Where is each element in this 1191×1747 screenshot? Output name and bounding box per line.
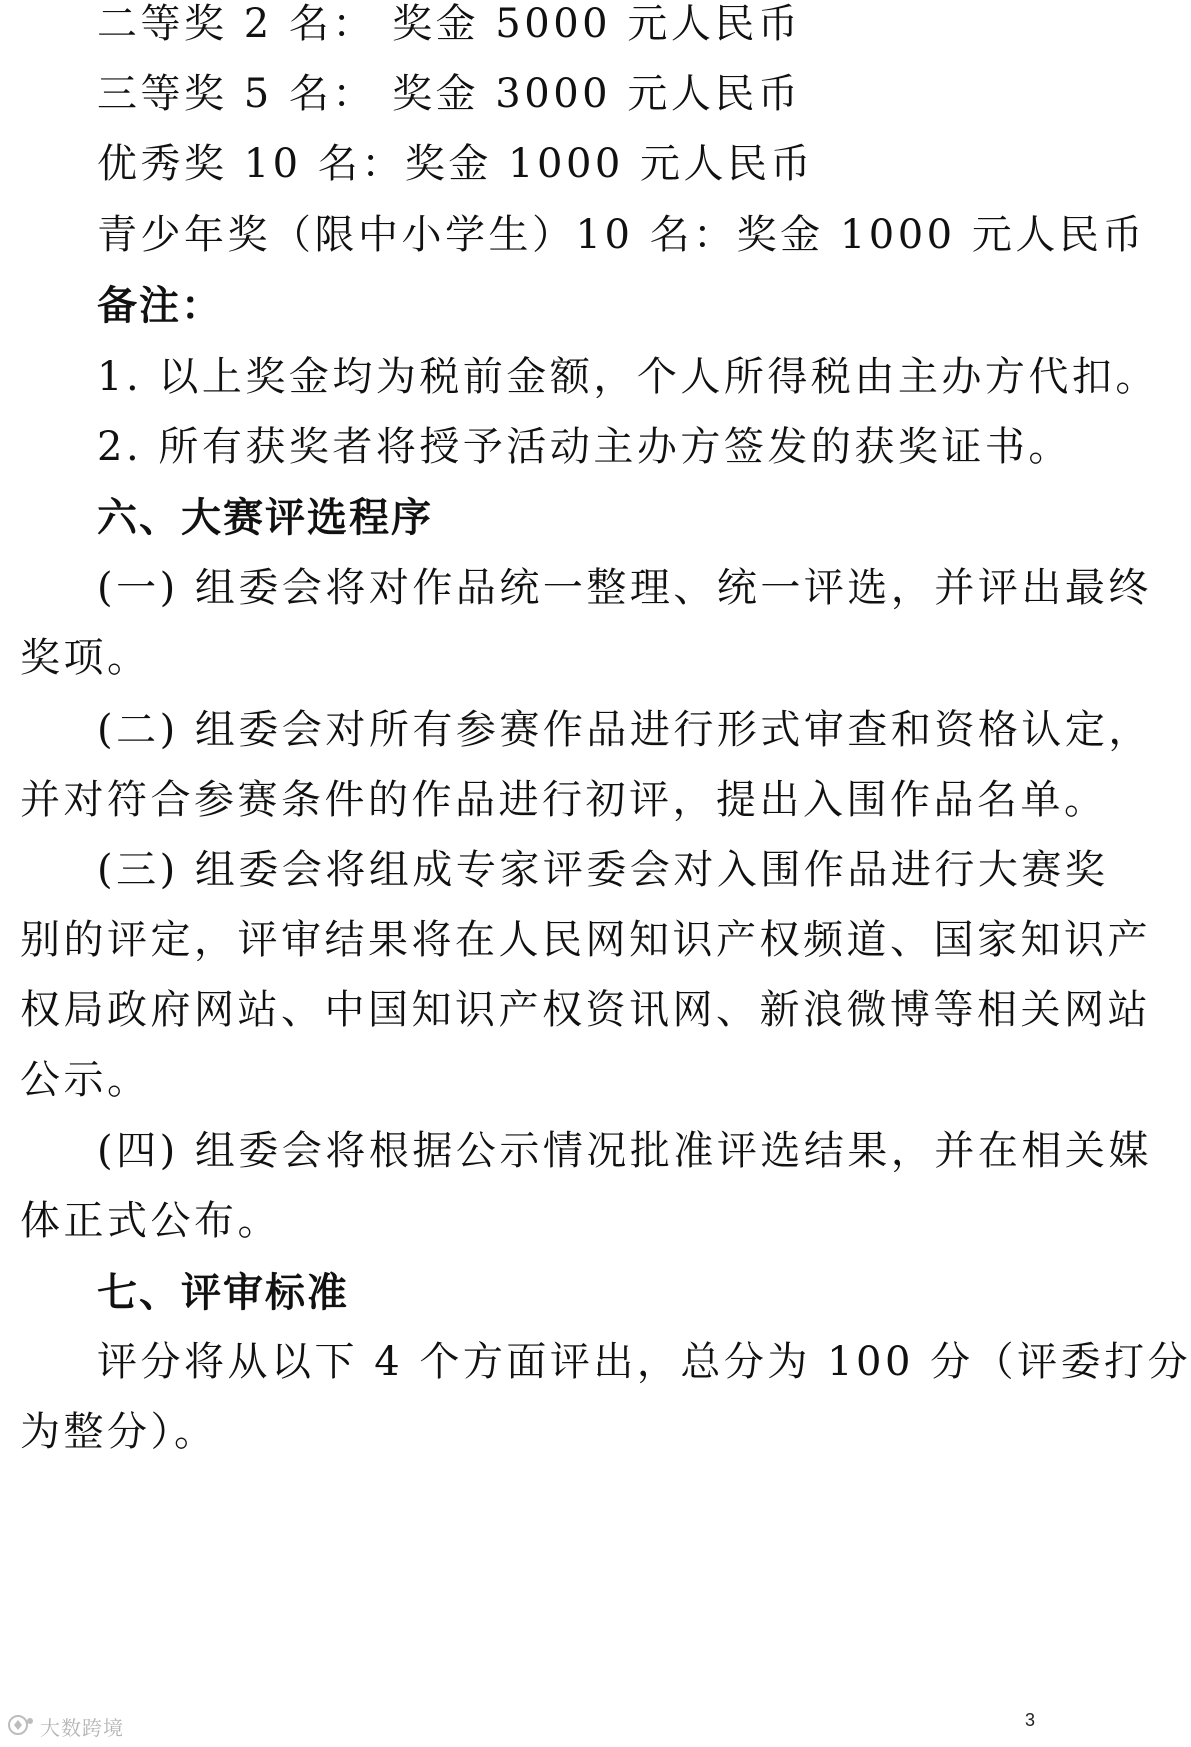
note-item-2: 2. 所有获奖者将授予活动主办方签发的获奖证书。 <box>97 424 1072 470</box>
procedure-1-line-1: (一) 组委会将对作品统一整理、统一评选，并评出最终 <box>97 565 1152 611</box>
procedure-3-line-3: 权局政府网站、中国知识产权资讯网、新浪微博等相关网站 <box>20 987 1151 1033</box>
watermark <box>6 1712 124 1741</box>
procedure-2-line-1: (二) 组委会对所有参赛作品进行形式审查和资格认定， <box>97 707 1152 753</box>
page-number: 3 <box>1024 1710 1035 1730</box>
scoring-line-1: 评分将从以下 4 个方面评出，总分为 100 分（评委打分 <box>97 1339 1191 1385</box>
procedure-3-line-1: (三) 组委会将组成专家评委会对入围作品进行大赛奖 <box>97 847 1109 893</box>
procedure-2-line-2: 并对符合参赛条件的作品进行初评，提出入围作品名单。 <box>20 777 1108 823</box>
prize-youth: 青少年奖（限中小学生）10 名：奖金 1000 元人民币 <box>97 212 1146 258</box>
section-heading-6: 六、大赛评选程序 <box>97 495 433 541</box>
procedure-3-line-4: 公示。 <box>20 1057 151 1103</box>
procedure-3-line-2: 别的评定，评审结果将在人民网知识产权频道、国家知识产 <box>20 917 1151 963</box>
prize-excellence: 优秀奖 10 名：奖金 1000 元人民币 <box>97 141 815 187</box>
prize-second: 二等奖 2 名： 奖金 5000 元人民币 <box>97 1 802 47</box>
prize-third: 三等奖 5 名： 奖金 3000 元人民币 <box>97 71 802 117</box>
note-item-1: 1. 以上奖金均为税前金额，个人所得税由主办方代扣。 <box>97 354 1159 400</box>
logo-icon <box>6 1713 36 1741</box>
notes-heading: 备注： <box>97 283 223 329</box>
procedure-4-line-2: 体正式公布。 <box>20 1198 281 1244</box>
procedure-4-line-1: (四) 组委会将根据公示情况批准评选结果，并在相关媒 <box>97 1128 1152 1174</box>
watermark-text: 大数跨境 <box>40 1716 124 1740</box>
section-heading-7: 七、评审标准 <box>97 1270 349 1316</box>
scoring-line-2: 为整分）。 <box>20 1409 218 1455</box>
procedure-1-line-2: 奖项。 <box>20 635 151 681</box>
